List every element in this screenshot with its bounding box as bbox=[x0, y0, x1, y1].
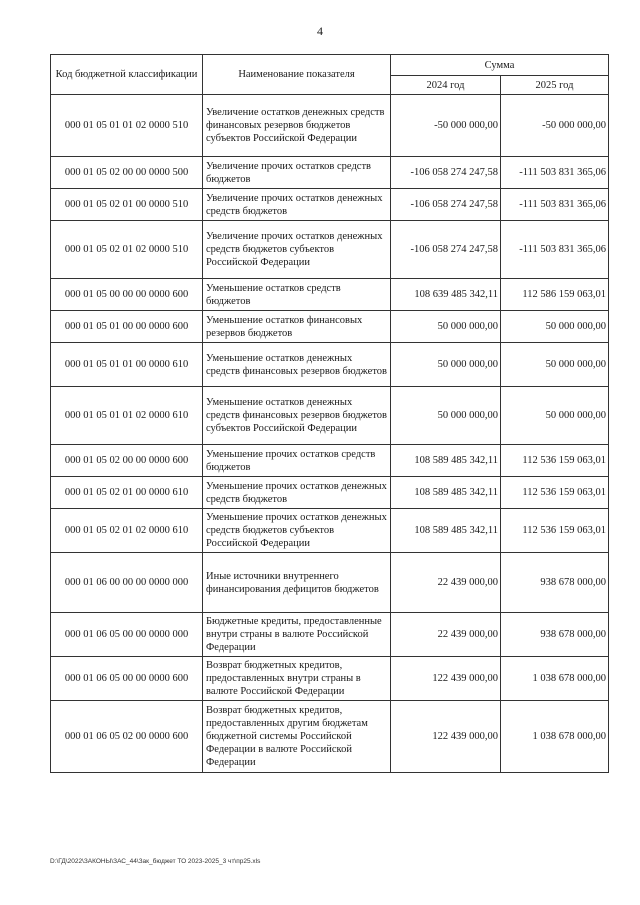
header-year-2025: 2025 год bbox=[501, 76, 609, 95]
code-cell: 000 01 05 02 00 00 0000 600 bbox=[51, 445, 203, 477]
amount-2025-cell: 50 000 000,00 bbox=[501, 343, 609, 387]
name-cell: Уменьшение остатков финансовых резервов бюджетов bbox=[203, 311, 391, 343]
header-code: Код бюджетной классификации bbox=[51, 55, 203, 95]
code-cell: 000 01 05 02 01 02 0000 610 bbox=[51, 509, 203, 553]
name-cell: Уменьшение прочих остатков денежных средств бюджетов субъектов Российской Федерации bbox=[203, 509, 391, 553]
table-row bbox=[51, 613, 609, 657]
header-amount: Сумма bbox=[391, 55, 609, 76]
table-row bbox=[51, 509, 609, 553]
name-cell: Возврат бюджетных кредитов, предоставленных другим бюджетам бюджетной системы Российской Федерации в валюте Российской Федерации bbox=[203, 701, 391, 773]
name-cell: Увеличение прочих остатков денежных средств бюджетов субъектов Российской Федерации bbox=[203, 221, 391, 279]
amount-2025-cell: 112 536 159 063,01 bbox=[501, 509, 609, 553]
amount-2024-cell: 50 000 000,00 bbox=[391, 311, 501, 343]
table-row bbox=[51, 387, 609, 445]
code-cell: 000 01 05 01 01 02 0000 610 bbox=[51, 387, 203, 445]
table-row bbox=[51, 657, 609, 701]
code-cell: 000 01 05 02 00 00 0000 500 bbox=[51, 157, 203, 189]
code-cell: 000 01 05 02 01 00 0000 610 bbox=[51, 477, 203, 509]
amount-2024-cell: -106 058 274 247,58 bbox=[391, 157, 501, 189]
amount-2025-cell: 112 536 159 063,01 bbox=[501, 477, 609, 509]
table-row bbox=[51, 221, 609, 279]
code-cell: 000 01 05 02 01 02 0000 510 bbox=[51, 221, 203, 279]
name-cell: Бюджетные кредиты, предоставленные внутри страны в валюте Российской Федерации bbox=[203, 613, 391, 657]
table-row bbox=[51, 701, 609, 773]
amount-2024-cell: -106 058 274 247,58 bbox=[391, 221, 501, 279]
amount-2024-cell: 22 439 000,00 bbox=[391, 553, 501, 613]
code-cell: 000 01 05 01 00 00 0000 600 bbox=[51, 311, 203, 343]
code-cell: 000 01 06 00 00 00 0000 000 bbox=[51, 553, 203, 613]
amount-2024-cell: 108 639 485 342,11 bbox=[391, 279, 501, 311]
amount-2025-cell: 938 678 000,00 bbox=[501, 553, 609, 613]
budget-table bbox=[50, 54, 609, 773]
name-cell: Увеличение прочих остатков денежных средств бюджетов bbox=[203, 189, 391, 221]
amount-2025-cell: 1 038 678 000,00 bbox=[501, 657, 609, 701]
amount-2024-cell: 108 589 485 342,11 bbox=[391, 477, 501, 509]
amount-2025-cell: 112 586 159 063,01 bbox=[501, 279, 609, 311]
code-cell: 000 01 05 01 01 02 0000 510 bbox=[51, 95, 203, 157]
code-cell: 000 01 06 05 00 00 0000 600 bbox=[51, 657, 203, 701]
name-cell: Увеличение прочих остатков средств бюджетов bbox=[203, 157, 391, 189]
amount-2024-cell: 108 589 485 342,11 bbox=[391, 509, 501, 553]
amount-2024-cell: 22 439 000,00 bbox=[391, 613, 501, 657]
name-cell: Уменьшение остатков средств бюджетов bbox=[203, 279, 391, 311]
name-cell: Иные источники внутреннего финансирования дефицитов бюджетов bbox=[203, 553, 391, 613]
name-cell: Уменьшение прочих остатков средств бюджетов bbox=[203, 445, 391, 477]
table-row bbox=[51, 279, 609, 311]
table-row bbox=[51, 553, 609, 613]
table-row bbox=[51, 311, 609, 343]
table-row bbox=[51, 477, 609, 509]
amount-2024-cell: 122 439 000,00 bbox=[391, 657, 501, 701]
amount-2025-cell: 112 536 159 063,01 bbox=[501, 445, 609, 477]
amount-2025-cell: 938 678 000,00 bbox=[501, 613, 609, 657]
table-row bbox=[51, 157, 609, 189]
code-cell: 000 01 05 01 01 00 0000 610 bbox=[51, 343, 203, 387]
header-year-2024: 2024 год bbox=[391, 76, 501, 95]
name-cell: Уменьшение прочих остатков денежных средств бюджетов bbox=[203, 477, 391, 509]
name-cell: Уменьшение остатков денежных средств финансовых резервов бюджетов субъектов Российской Федерации bbox=[203, 387, 391, 445]
amount-2025-cell: -111 503 831 365,06 bbox=[501, 189, 609, 221]
name-cell: Увеличение остатков денежных средств финансовых резервов бюджетов субъектов Российской Федерации bbox=[203, 95, 391, 157]
page-number: 4 bbox=[317, 24, 323, 38]
code-cell: 000 01 06 05 02 00 0000 600 bbox=[51, 701, 203, 773]
amount-2024-cell: -106 058 274 247,58 bbox=[391, 189, 501, 221]
amount-2024-cell: 122 439 000,00 bbox=[391, 701, 501, 773]
table-row bbox=[51, 95, 609, 157]
code-cell: 000 01 05 02 01 00 0000 510 bbox=[51, 189, 203, 221]
amount-2025-cell: -111 503 831 365,06 bbox=[501, 157, 609, 189]
file-path-footer: D:\ГД\2022\ЗАКОНЫ\ЗАС_44\Зак_бюджет ТО 2023-2025_3 чт\пр25.xls bbox=[50, 858, 261, 865]
amount-2024-cell: 50 000 000,00 bbox=[391, 387, 501, 445]
table-row bbox=[51, 189, 609, 221]
name-cell: Уменьшение остатков денежных средств финансовых резервов бюджетов bbox=[203, 343, 391, 387]
amount-2024-cell: 50 000 000,00 bbox=[391, 343, 501, 387]
header-name: Наименование показателя bbox=[203, 55, 391, 95]
table-row bbox=[51, 343, 609, 387]
amount-2024-cell: -50 000 000,00 bbox=[391, 95, 501, 157]
amount-2025-cell: -111 503 831 365,06 bbox=[501, 221, 609, 279]
table-row bbox=[51, 445, 609, 477]
amount-2025-cell: 50 000 000,00 bbox=[501, 311, 609, 343]
amount-2025-cell: 50 000 000,00 bbox=[501, 387, 609, 445]
code-cell: 000 01 05 00 00 00 0000 600 bbox=[51, 279, 203, 311]
amount-2025-cell: -50 000 000,00 bbox=[501, 95, 609, 157]
code-cell: 000 01 06 05 00 00 0000 000 bbox=[51, 613, 203, 657]
amount-2025-cell: 1 038 678 000,00 bbox=[501, 701, 609, 773]
amount-2024-cell: 108 589 485 342,11 bbox=[391, 445, 501, 477]
name-cell: Возврат бюджетных кредитов, предоставленных внутри страны в валюте Российской Федерации bbox=[203, 657, 391, 701]
